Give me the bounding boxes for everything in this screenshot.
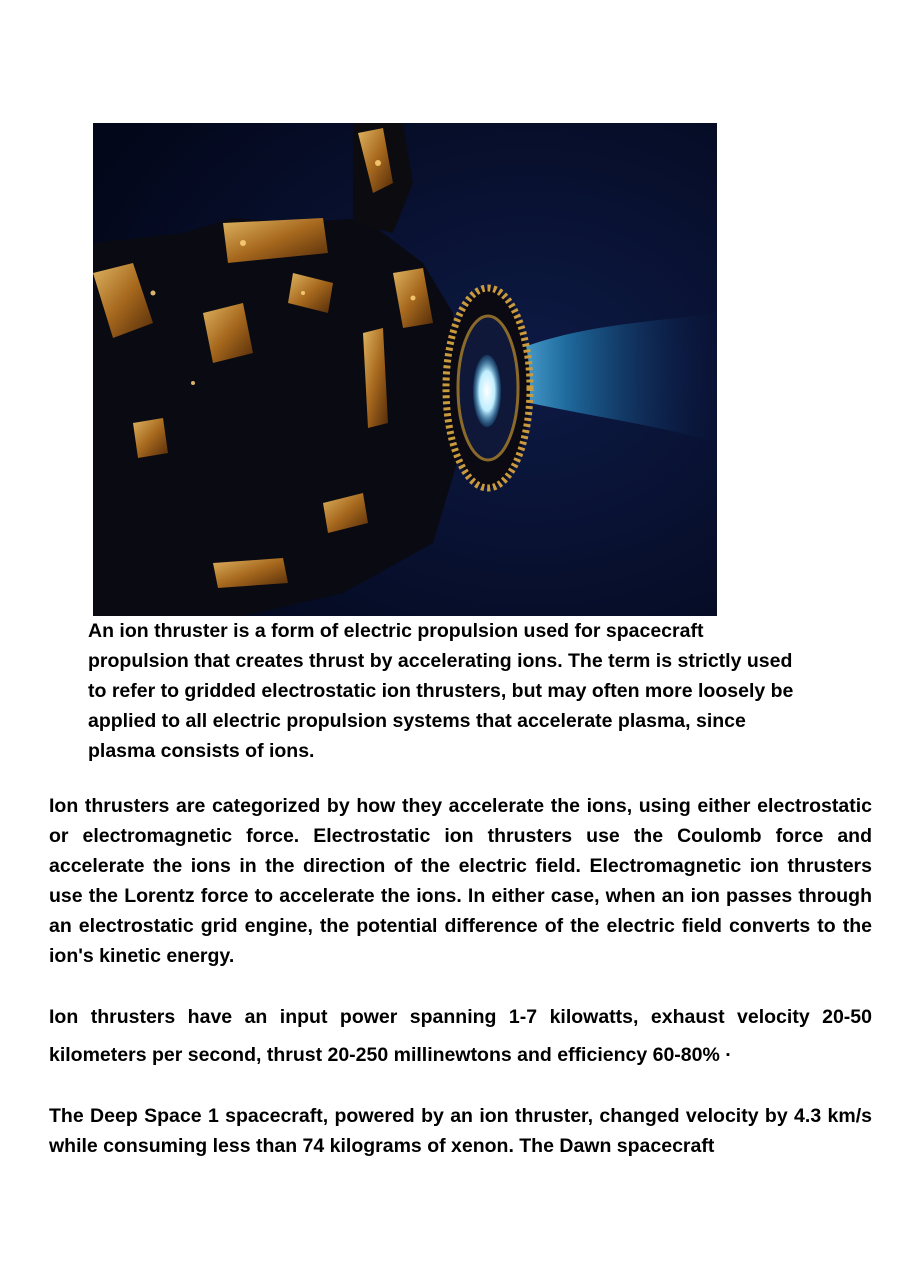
- caption-line: applied to all electric propulsion systems that accelerate plasma, since: [88, 710, 746, 732]
- photo-caption: [88, 616, 868, 766]
- caption-line: An ion thruster is a form of electric propulsion used for spacecraft: [88, 620, 704, 642]
- ion-thruster-image: [93, 123, 717, 616]
- paragraph-deep-space-1: The Deep Space 1 spacecraft, powered by an ion thruster, changed velocity by 4.3 km/s while consuming less than 74 kilograms of xenon. The Dawn spacecraft: [49, 1105, 872, 1157]
- caption-line: plasma consists of ions.: [88, 740, 315, 762]
- paragraph-categorization: Ion thrusters are categorized by how they accelerate the ions, using either electrostatic or electromagnetic force. Electrostatic ion thrusters use the Coulomb force and accelerate the ions in the direction of the electric field. Electromagnetic ion thrusters use the Lorentz force to accelerate the ions. In either case, when an ion passes through an electrostatic grid engine, the potential difference of the electric field converts to the ion's kinetic energy.: [49, 795, 872, 967]
- caption-line: propulsion that creates thrust by accelerating ions. The term is strictly used: [88, 650, 793, 672]
- caption-line: to refer to gridded electrostatic ion thrusters, but may often more loosely be: [88, 680, 794, 702]
- ion-thruster-photo: [93, 123, 717, 616]
- paragraph-specifications: Ion thrusters have an input power spanning 1-7 kilowatts, exhaust velocity 20-50 kilometers per second, thrust 20-250 millinewtons and efficiency 60-80% ·: [49, 1006, 872, 1066]
